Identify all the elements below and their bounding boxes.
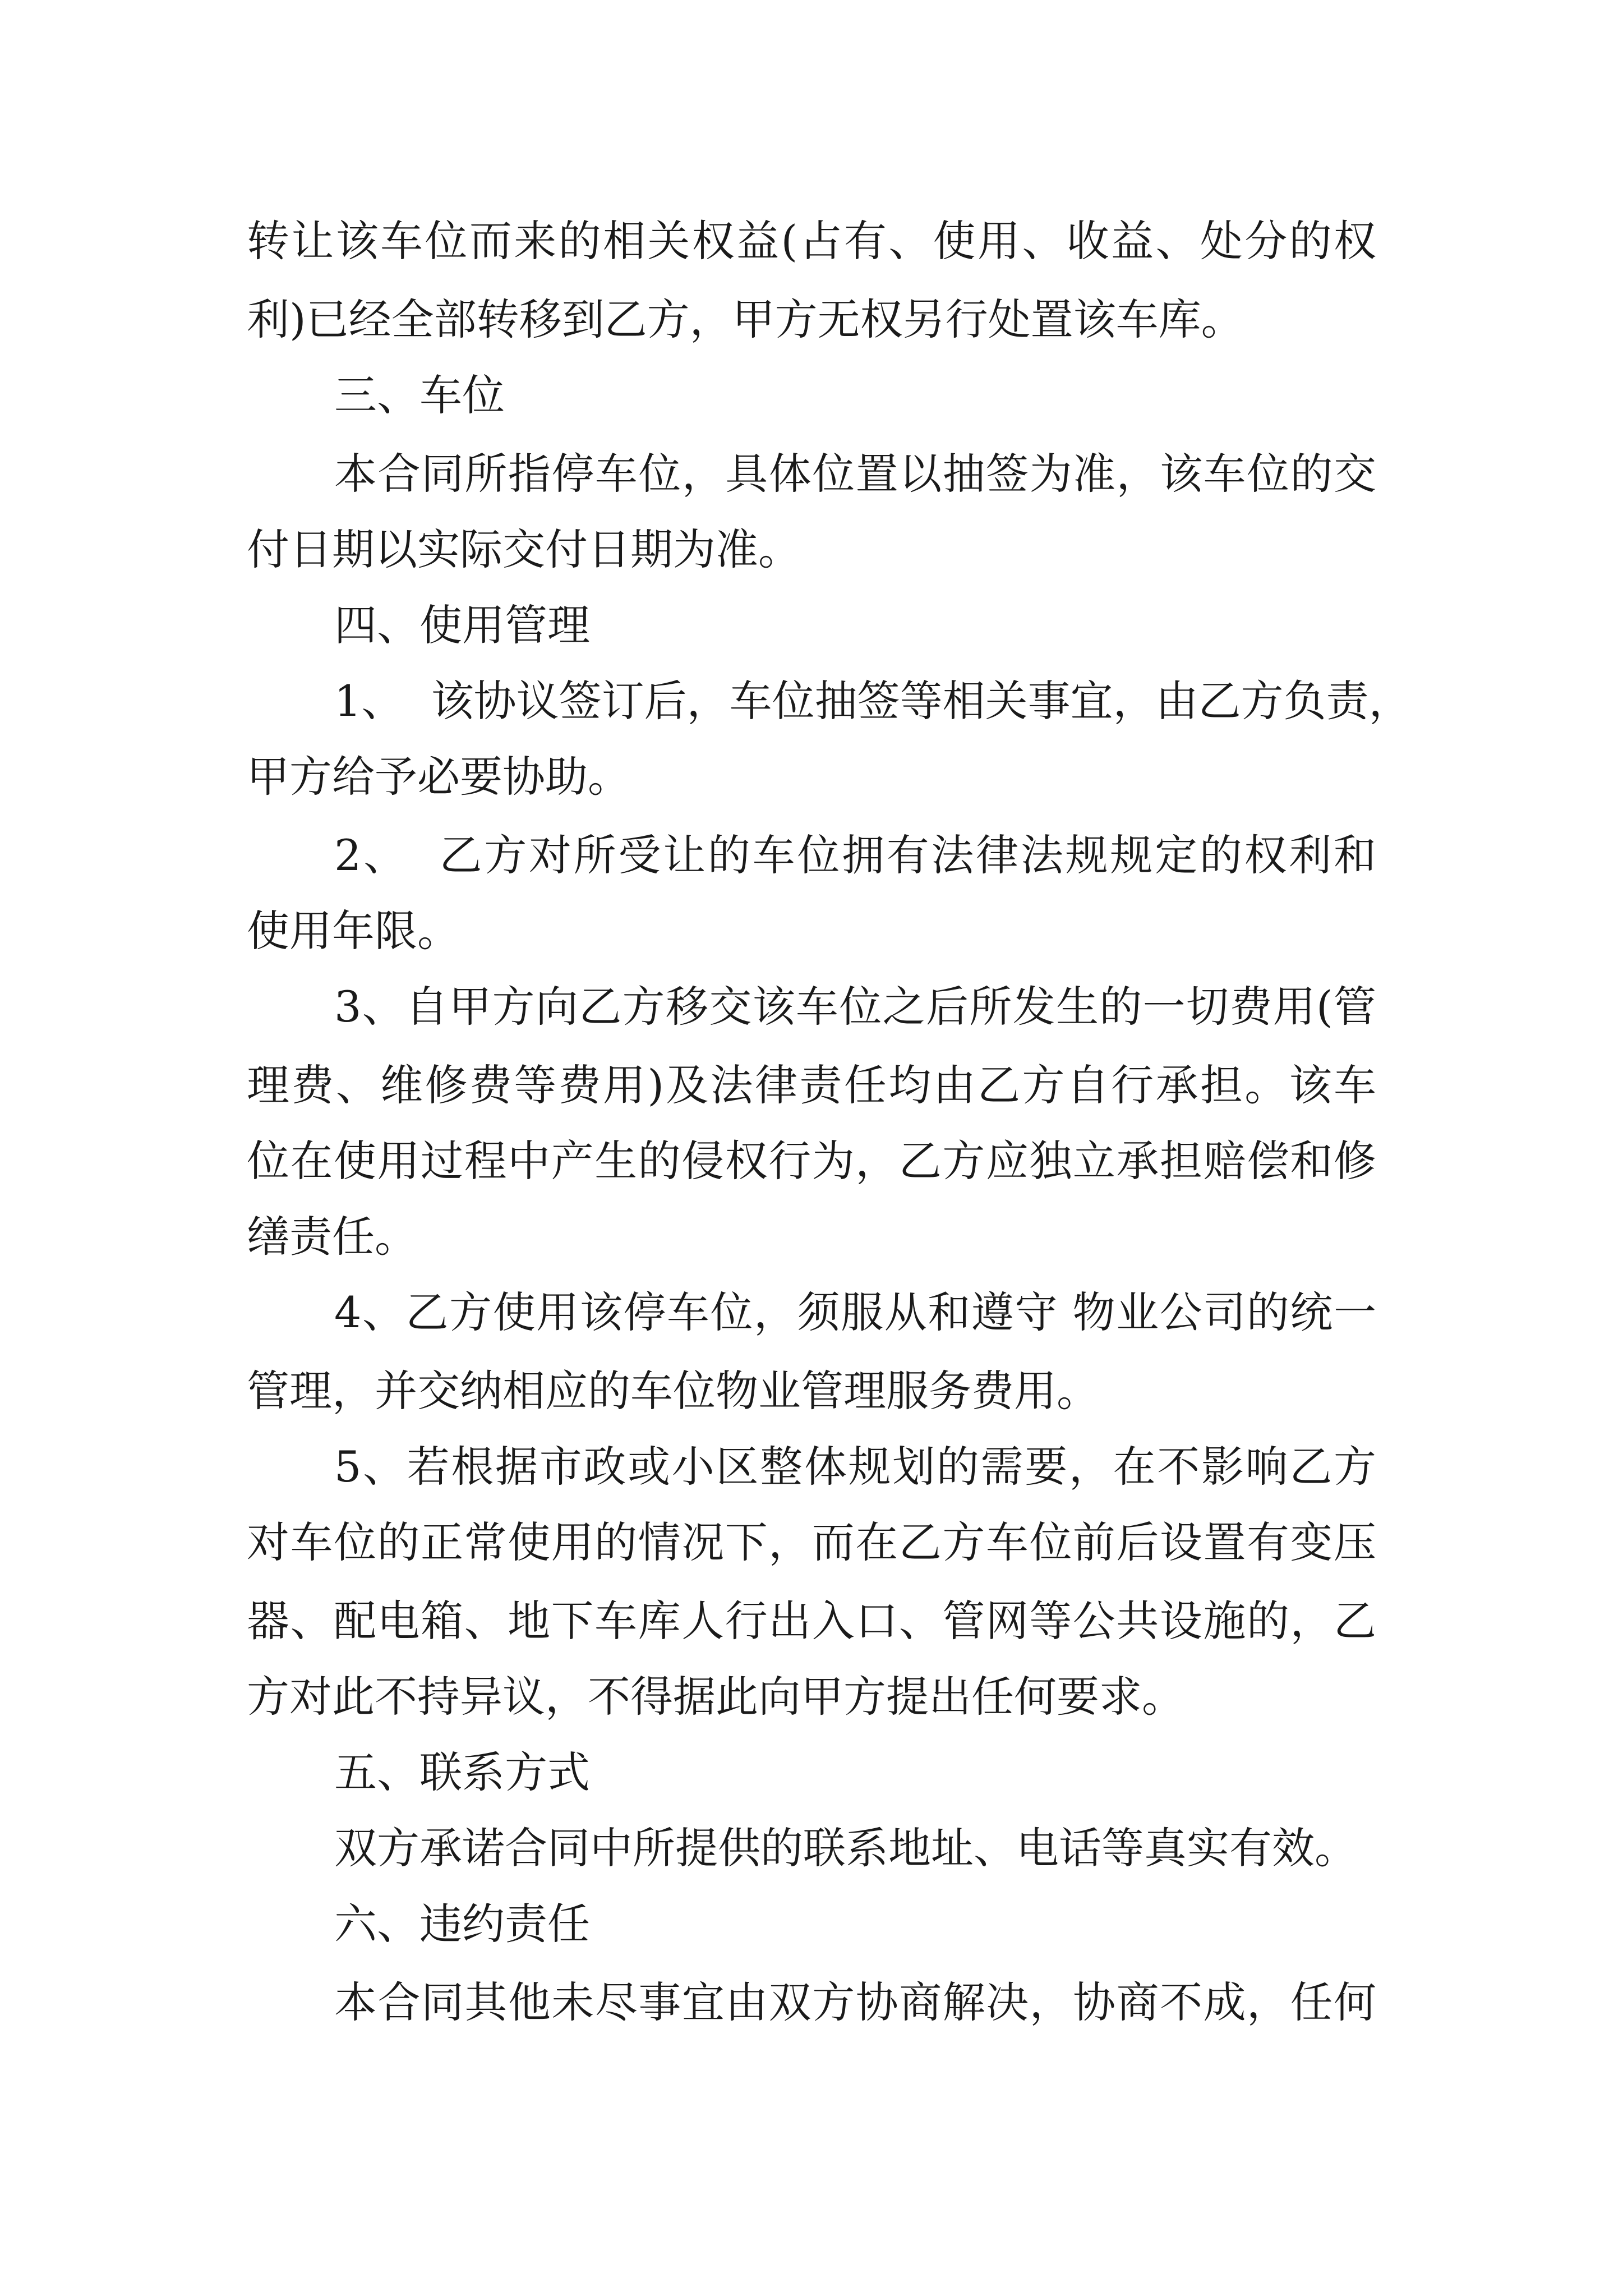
text-line: 位在使用过程中产生的侵权行为，乙方应独立承担赔偿和修 [247,1136,1376,1186]
text-line: 转让该车位而来的相关权益(占有、使用、收益、处分的权 [247,216,1376,266]
text-line: 3、自甲方向乙方移交该车位之后所发生的一切费用(管 [334,982,1376,1032]
text-line: 本合同所指停车位，具体位置以抽签为准，该车位的交 [334,449,1376,499]
text-line: 甲方给予必要协助。 [247,752,630,802]
text-line: 方对此不持异议，不得据此向甲方提出任何要求。 [247,1672,1184,1722]
section-heading: 三、车位 [334,370,505,420]
text-line: 1、 该协议签订后，车位抽签等相关事宜，由乙方负责， [334,676,1412,726]
text-line: 管理，并交纳相应的车位物业管理服务费用。 [247,1366,1099,1416]
text-line: 5、若根据市政或小区整体规划的需要，在不影响乙方 [334,1442,1376,1492]
section-heading: 四、使用管理 [334,600,590,650]
section-heading: 六、违约责任 [334,1899,590,1949]
text-line: 使用年限。 [247,906,460,956]
text-line: 2、 乙方对所受让的车位拥有法律法规规定的权利和 [334,830,1376,880]
text-line: 对车位的正常使用的情况下，而在乙方车位前后设置有变压 [247,1517,1376,1567]
text-line: 器、配电箱、地下车库人行出入口、管网等公共设施的，乙 [247,1596,1376,1646]
text-line: 利)已经全部转移到乙方，甲方无权另行处置该车库。 [247,295,1244,344]
section-heading: 五、联系方式 [334,1747,590,1797]
text-line: 理费、维修费等费用)及法律责任均由乙方自行承担。该车 [247,1060,1376,1110]
text-line: 本合同其他未尽事宜由双方协商解决，协商不成，任何 [334,1977,1376,2027]
text-line: 4、乙方使用该停车位，须服从和遵守 物业公司的统一 [334,1287,1376,1337]
text-line: 缮责任。 [247,1212,417,1262]
text-line: 付日期以实际交付日期为准。 [247,524,801,574]
text-line: 双方承诺合同中所提供的联系地址、电话等真实有效。 [334,1823,1357,1873]
